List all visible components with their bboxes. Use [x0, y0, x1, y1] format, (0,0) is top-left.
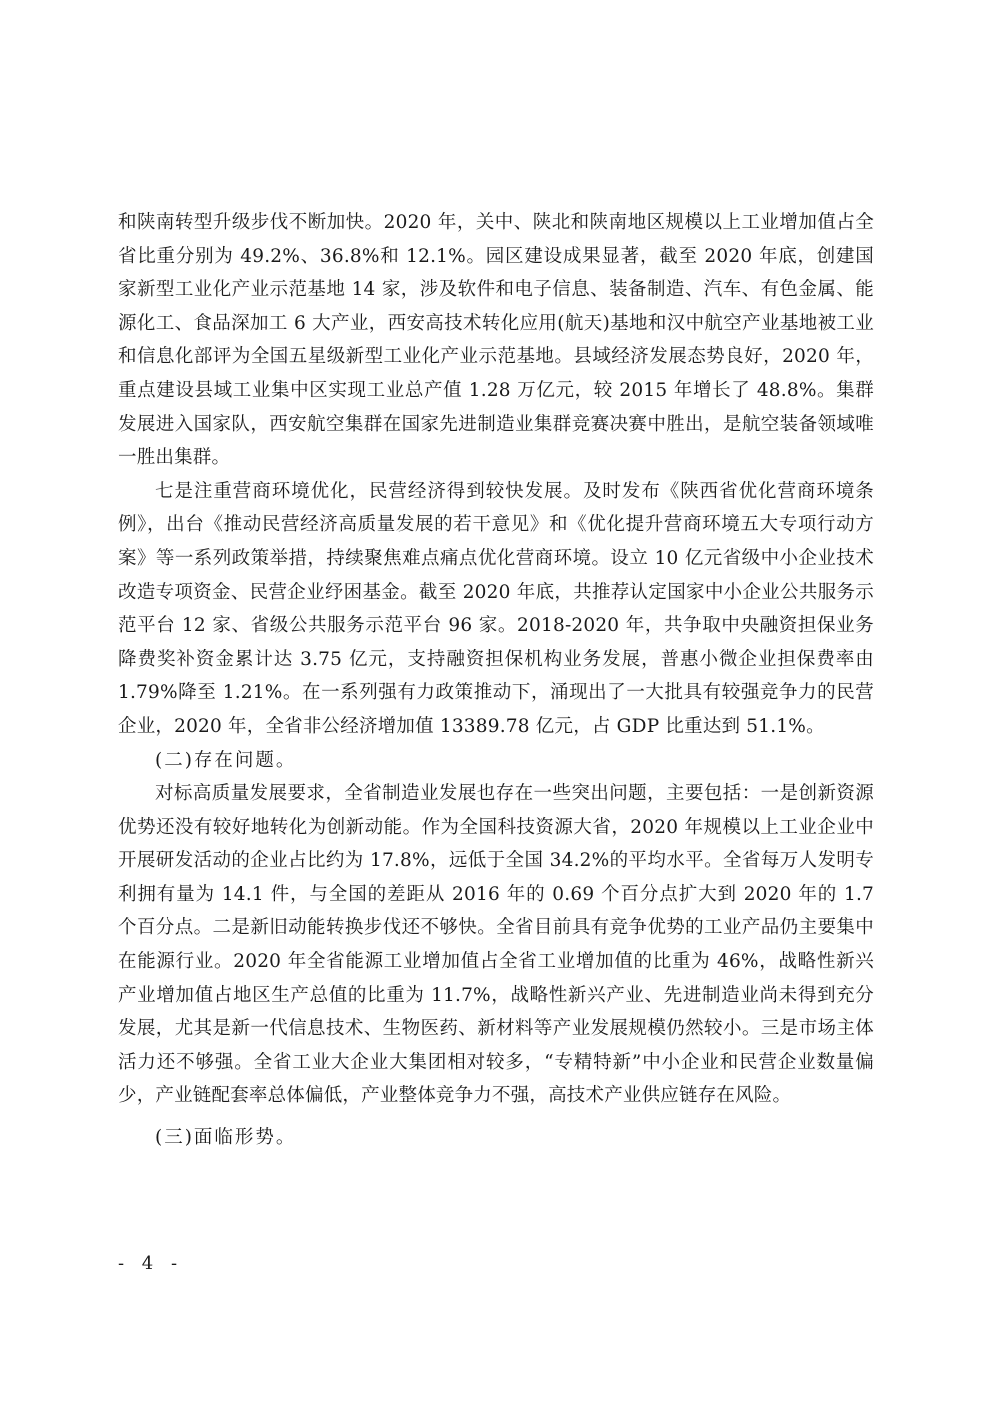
paragraph-regional-development: 和陕南转型升级步伐不断加快。2020 年，关中、陕北和陕南地区规模以上工业增加值占全省比重分别为 49.2%、36.8%和 12.1%。园区建设成果显著，截至 2020 年底，创建国家新型工业化产业示范基地 14 家，涉及软件和电子信息、装备制造、汽车、有色金属、能源化工、食品深加工 6 大产业，西安高技术转化应用(航天)基地和汉中航空产业基地被工业和信息化部评为全国五星级新型工业化产业示范基地。县域经济发展态势良好，2020 年，重点建设县域工业集中区实现工业总产值 1.28 万亿元，较 2015 年增长了 48.8%。集群发展进入国家队，西安航空集群在国家先进制造业集群竞赛决赛中胜出，是航空装备领域唯一胜出集群。 [118, 212, 874, 469]
paragraph-existing-problems: 对标高质量发展要求，全省制造业发展也存在一些突出问题，主要包括：一是创新资源优势还没有较好地转化为创新动能。作为全国科技资源大省，2020 年规模以上工业企业中开展研发活动的企业占比约为 17.8%，远低于全国 34.2%的平均水平。全省每万人发明专利拥有量为 14.1 件，与全国的差距从 2016 年的 0.69 个百分点扩大到 2020 年的 1.7 个百分点。二是新旧动能转换步伐还不够快。全省目前具有竞争优势的工业产品仍主要集中在能源行业。2020 年全省能源工业增加值占全省工业增加值的比重为 46%，战略性新兴产业增加值占地区生产总值的比重为 11.7%，战略性新兴产业、先进制造业尚未得到充分发展，尤其是新一代信息技术、生物医药、新材料等产业发展规模仍然较小。三是市场主体活力还不够强。全省工业大企业大集团相对较多，“专精特新”中小企业和民营企业数量偏少，产业链配套率总体偏低，产业整体竞争力不强，高技术产业供应链存在风险。 [118, 783, 874, 1107]
paragraph-business-environment: 七是注重营商环境优化，民营经济得到较快发展。及时发布《陕西省优化营商环境条例》，出台《推动民营经济高质量发展的若干意见》和《优化提升营商环境五大专项行动方案》等一系列政策举措，持续聚焦难点痛点优化营商环境。设立 10 亿元省级中小企业技术改造专项资金、民营企业纾困基金。截至 2020 年底，共推荐认定国家中小企业公共服务示范平台 12 家、省级公共服务示范平台 96 家。2018-2020 年，共争取中央融资担保业务降费奖补资金累计达 3.75 亿元，支持融资担保机构业务发展，普惠小微企业担保费率由 1.79%降至 1.21%。在一系列强有力政策推动下，涌现出了一大批具有较强竞争力的民营企业，2020 年，全省非公经济增加值 13389.78 亿元，占 GDP 比重达到 51.1%。 [118, 480, 874, 737]
page-number: - 4 - [118, 1253, 184, 1274]
section-heading-current-situation: (三)面临形势。 [155, 1127, 297, 1149]
section-heading-existing-problems: (二)存在问题。 [155, 749, 297, 771]
document-body [118, 206, 874, 1155]
